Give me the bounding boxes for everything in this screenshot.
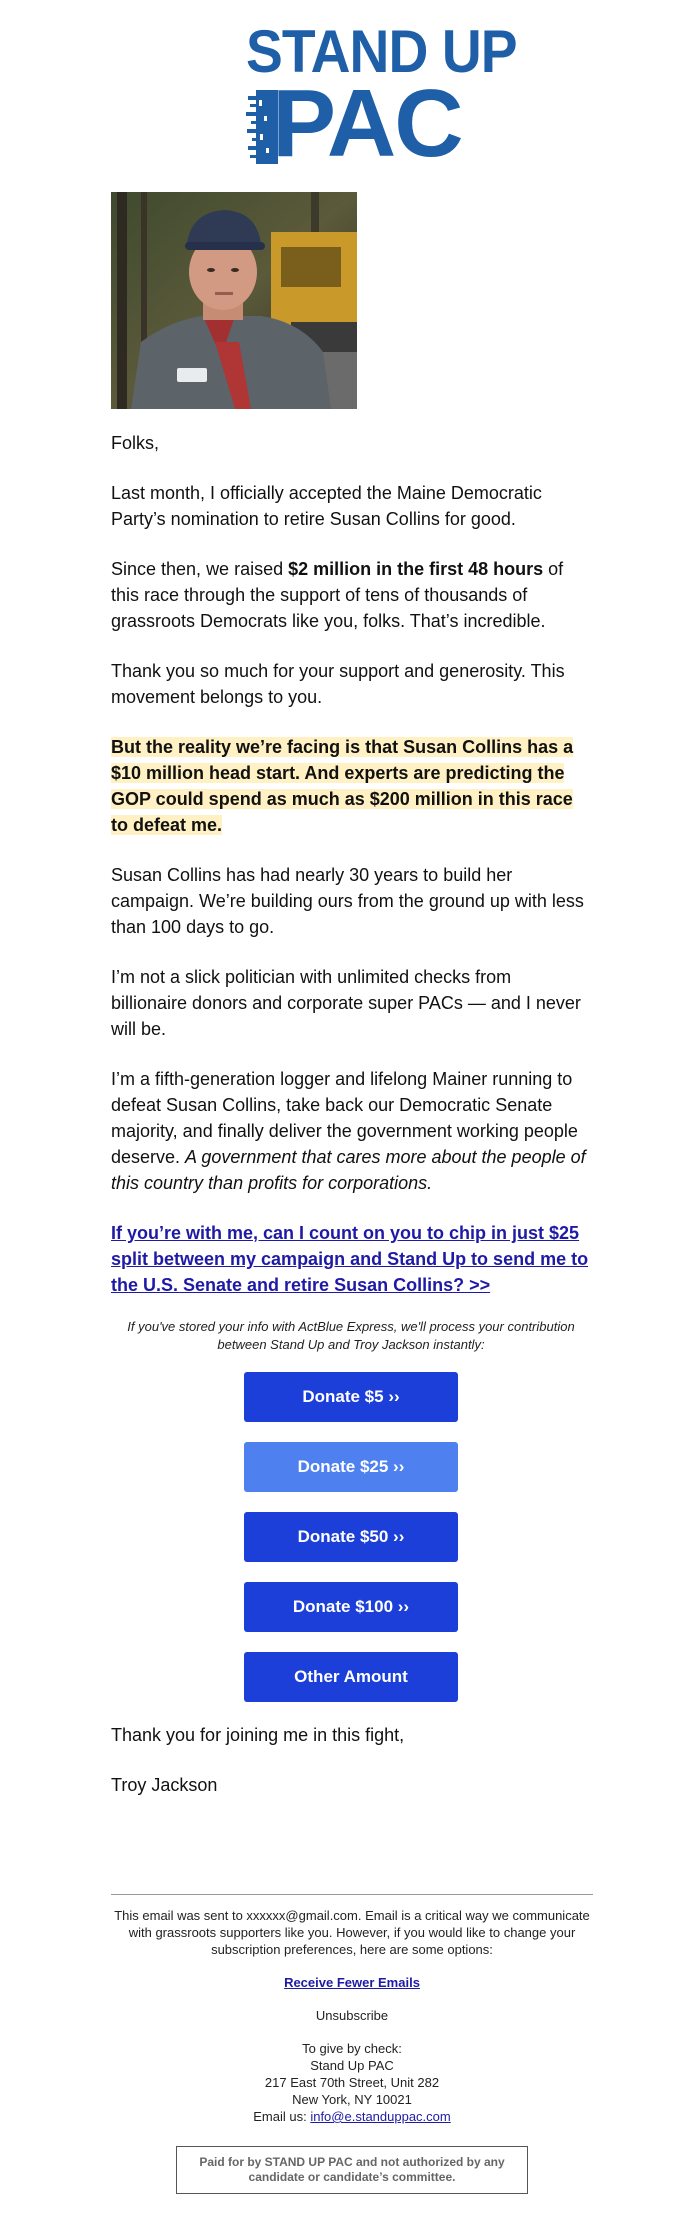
bold-amount: $2 million in the first 48 hours: [288, 559, 544, 579]
paid-for-disclaimer: Paid for by STAND UP PAC and not authorized by any candidate or candidate’s committee.: [176, 2146, 528, 2194]
paragraph-highlight: [111, 734, 591, 838]
paragraph-thanks: Thank you so much for your support and generosity. This movement belongs to you.: [111, 661, 565, 707]
mailing-address: [111, 2040, 593, 2125]
donate-5-button[interactable]: Donate $5 ››: [244, 1372, 458, 1422]
stand-up-pac-logo: [246, 18, 517, 177]
email-footer: [111, 1894, 593, 2125]
donate-100-button[interactable]: Donate $100 ››: [244, 1582, 458, 1632]
logo-line2: PAC: [272, 70, 462, 177]
portrait-photo-icon: [111, 192, 357, 409]
paragraph-fundraising: Since then, we raised $2 million in the first 48 hours of this race through the support of tens of thousands of grassroots Democrats like you, folks. That’s incredible.: [111, 559, 564, 631]
paragraph-collins: Susan Collins has had nearly 30 years to build her campaign. We’re building ours from the ground up with less than 100 days to go.: [111, 865, 584, 937]
receive-fewer-emails-link[interactable]: Receive Fewer Emails: [284, 1975, 420, 1990]
email-content: [111, 430, 591, 1822]
donate-ask-link[interactable]: If you’re with me, can I count on you to chip in just $25 split between my campaign and Stand Up to send me to the U.S. Senate and retire Susan Collins? >>: [111, 1223, 589, 1295]
closing-line: Thank you for joining me in this fight,: [111, 1725, 405, 1745]
donate-50-button[interactable]: Donate $50 ››: [244, 1512, 458, 1562]
email-line: Email us: info@e.standuppac.com: [253, 2109, 451, 2124]
paragraph-nomination: Last month, I officially accepted the Maine Democratic Party’s nomination to retire Susan Collins for good.: [111, 483, 542, 529]
paragraph-not-slick: I’m not a slick politician with unlimited checks from billionaire donors and corporate super PACs — and I never will be.: [111, 967, 581, 1039]
italic-text: A government that cares more about the people of this country than profits for corporations.: [111, 1147, 586, 1193]
donate-buttons: [111, 1372, 591, 1702]
paragraph-logger: I’m a fifth-generation logger and lifelong Mainer running to defeat Susan Collins, take back our Democratic Senate majority, and finally deliver the government working people deserve. A government that cares more about the people of this country than profits for corporations.: [111, 1069, 586, 1193]
other-amount-button[interactable]: Other Amount: [244, 1652, 458, 1702]
email-link[interactable]: info@e.standuppac.com: [310, 2109, 451, 2124]
greeting: Folks,: [111, 433, 160, 453]
check-title: To give by check:: [302, 2041, 402, 2056]
address-line2: New York, NY 10021: [292, 2092, 412, 2107]
address-line1: 217 East 70th Street, Unit 282: [264, 2075, 440, 2090]
unsubscribe-link[interactable]: Unsubscribe: [315, 2008, 389, 2023]
org-name: Stand Up PAC: [310, 2058, 394, 2073]
footer-sent-to: This email was sent to xxxxxx@gmail.com. Email is a critical way we communicate with grassroots supporters like you. However, if you would like to change your subscription preferences, here are some options:: [114, 1908, 590, 1957]
signature: Troy Jackson: [111, 1775, 218, 1795]
highlighted-text: But the reality we’re facing is that Susan Collins has a $10 million head start. And experts are predicting the GOP could spend as much as $200 million in this race to defeat me.: [111, 737, 574, 835]
donate-25-button[interactable]: Donate $25 ››: [244, 1442, 458, 1492]
actblue-note: If you've stored your info with ActBlue Express, we'll process your contribution between Stand Up and Troy Jackson instantly:: [127, 1319, 575, 1352]
candidate-photo: [111, 192, 357, 409]
logo-line1: STAND UP: [246, 18, 517, 85]
